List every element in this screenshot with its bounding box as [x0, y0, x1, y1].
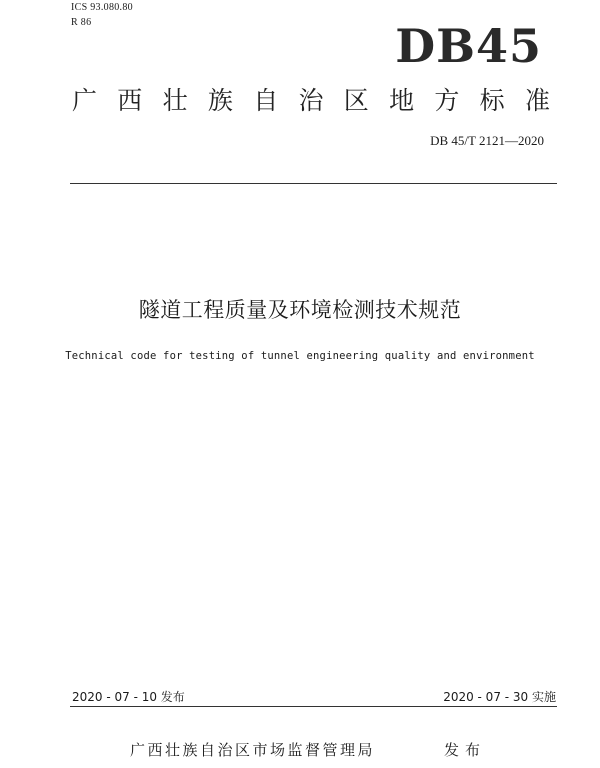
bottom-divider [70, 706, 557, 707]
standard-type-char: 准 [524, 86, 550, 115]
standard-type-char: 广 [72, 86, 98, 115]
standard-type-heading [72, 86, 550, 116]
top-divider [70, 183, 557, 184]
category-code: R 86 [71, 17, 92, 28]
standard-number: DB 45/T 2121—2020 [430, 133, 544, 148]
publisher-action: 发布 [444, 741, 487, 759]
standard-type-char: 区 [343, 86, 369, 115]
issue-date: 2020 - 07 - 10 发布 [72, 690, 185, 704]
standard-type-char: 治 [298, 86, 324, 115]
standard-type-char: 西 [117, 86, 143, 115]
standard-type-char: 方 [434, 86, 460, 115]
publisher-name: 广西壮族自治区市场监督管理局 [130, 741, 376, 759]
document-title-chinese: 隧道工程质量及环境检测技术规范 [138, 298, 462, 322]
standard-logo: DB45 [395, 19, 542, 73]
document-title-english: Technical code for testing of tunnel engineering quality and environment [65, 350, 535, 362]
standard-type-char: 自 [253, 86, 279, 115]
standard-type-char: 壮 [162, 86, 188, 115]
standard-type-char: 地 [389, 86, 415, 115]
standard-type-char: 标 [479, 86, 505, 115]
ics-code: ICS 93.080.80 [71, 2, 133, 13]
implementation-date: 2020 - 07 - 30 实施 [443, 690, 556, 704]
standard-type-char: 族 [207, 86, 233, 115]
